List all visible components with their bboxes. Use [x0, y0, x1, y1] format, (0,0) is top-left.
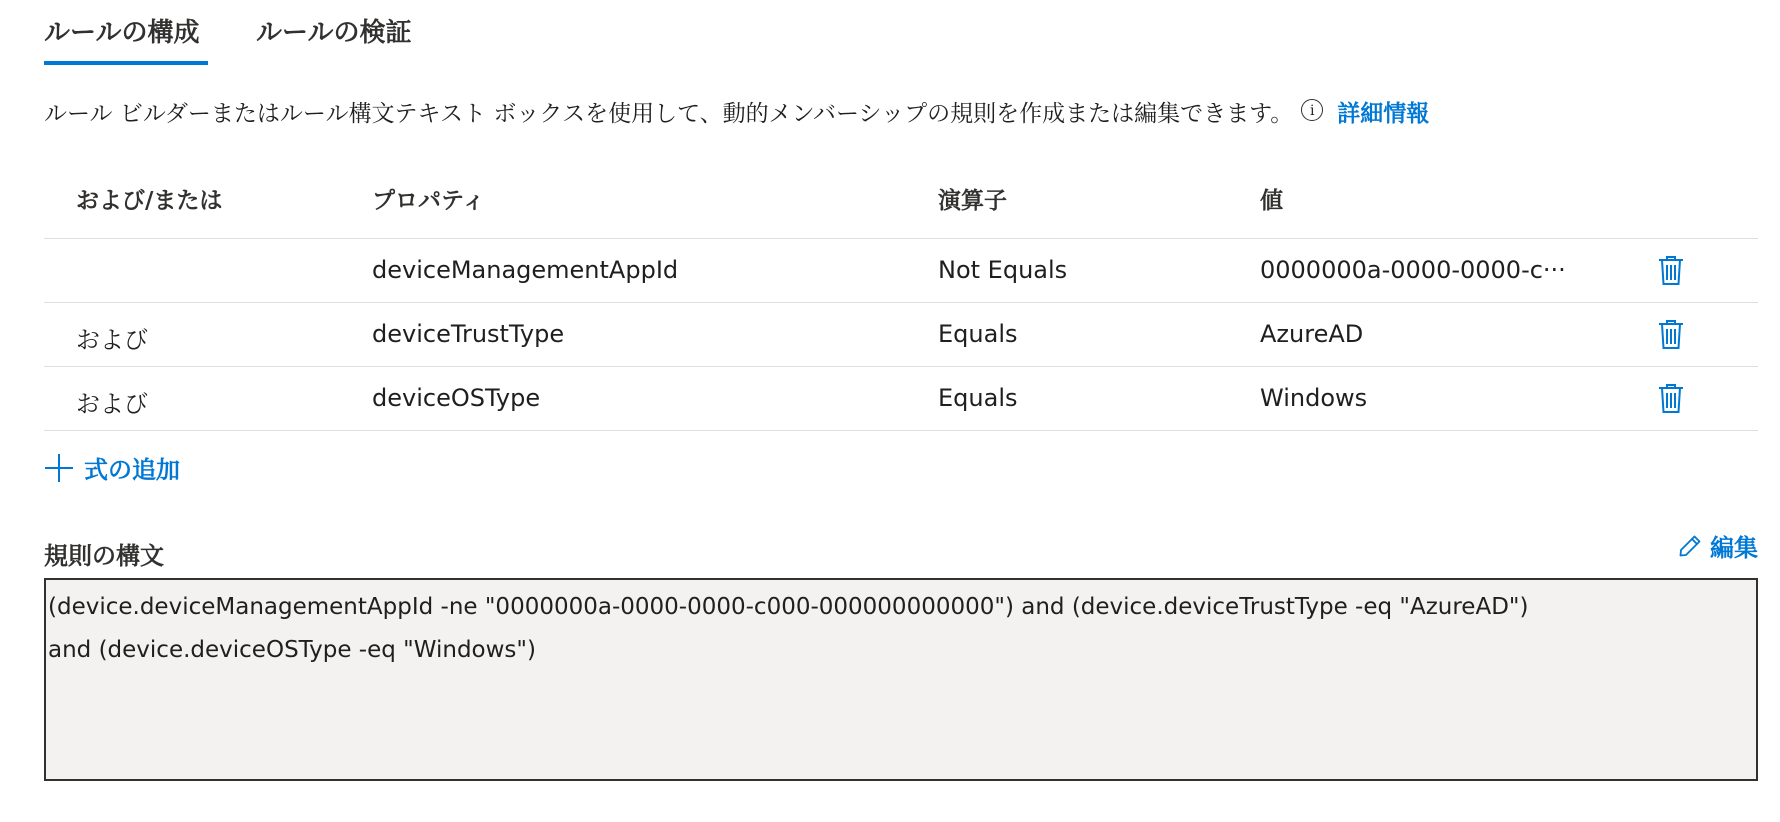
row-property[interactable]: deviceManagementAppId — [372, 256, 679, 284]
row-operator[interactable]: Not Equals — [938, 256, 1068, 284]
learn-more-link[interactable]: 詳細情報 — [1337, 101, 1430, 127]
table-row[interactable] — [44, 303, 1758, 367]
active-tab-indicator — [44, 61, 208, 65]
add-expression-button[interactable] — [44, 450, 180, 485]
row-value[interactable]: AzureAD — [1260, 320, 1364, 348]
header-value: 値 — [1260, 188, 1283, 214]
tab-configure-rules[interactable]: ルールの構成 — [44, 18, 200, 48]
row-value[interactable]: Windows — [1260, 384, 1368, 412]
trash-icon[interactable] — [1656, 254, 1686, 286]
description — [44, 95, 1429, 128]
trash-icon[interactable] — [1656, 382, 1686, 414]
plus-icon — [44, 453, 74, 483]
info-icon[interactable]: i — [1301, 99, 1323, 121]
trash-icon[interactable] — [1656, 318, 1686, 350]
edit-label: 編集 — [1710, 534, 1758, 562]
description-text: ルール ビルダーまたはルール構文テキスト ボックスを使用して、動的メンバーシップの規則を作成または編集できます。 — [44, 101, 1294, 127]
table-row[interactable] — [44, 239, 1758, 303]
rule-editor-page — [44, 0, 1758, 663]
rule-syntax-textbox[interactable]: (device.deviceManagementAppId -ne "0000000a-0000-0000-c000-000000000000") and (device.deviceTrustType -eq "AzureAD") and (device.deviceOSType -eq "Windows") — [44, 578, 1758, 781]
rule-syntax-label: 規則の構文 — [44, 542, 164, 570]
row-operator[interactable]: Equals — [938, 384, 1018, 412]
table-header — [44, 164, 1758, 239]
row-andor[interactable]: および — [76, 390, 148, 418]
row-operator[interactable]: Equals — [938, 320, 1018, 348]
row-andor[interactable]: および — [76, 326, 148, 354]
add-expression-label: 式の追加 — [84, 456, 180, 484]
tab-bar — [44, 0, 1758, 66]
pencil-icon — [1678, 534, 1702, 558]
row-property[interactable]: deviceOSType — [372, 384, 541, 412]
row-property[interactable]: deviceTrustType — [372, 320, 565, 348]
edit-button[interactable] — [1678, 528, 1758, 563]
row-value[interactable]: 0000000a-0000-0000-c··· — [1260, 256, 1566, 284]
header-operator: 演算子 — [938, 188, 1007, 214]
table-row[interactable] — [44, 367, 1758, 431]
tab-validate-rules[interactable]: ルールの検証 — [256, 18, 412, 48]
header-andor: および/または — [76, 188, 223, 214]
header-property: プロパティ — [372, 188, 486, 214]
rules-table — [44, 164, 1758, 431]
